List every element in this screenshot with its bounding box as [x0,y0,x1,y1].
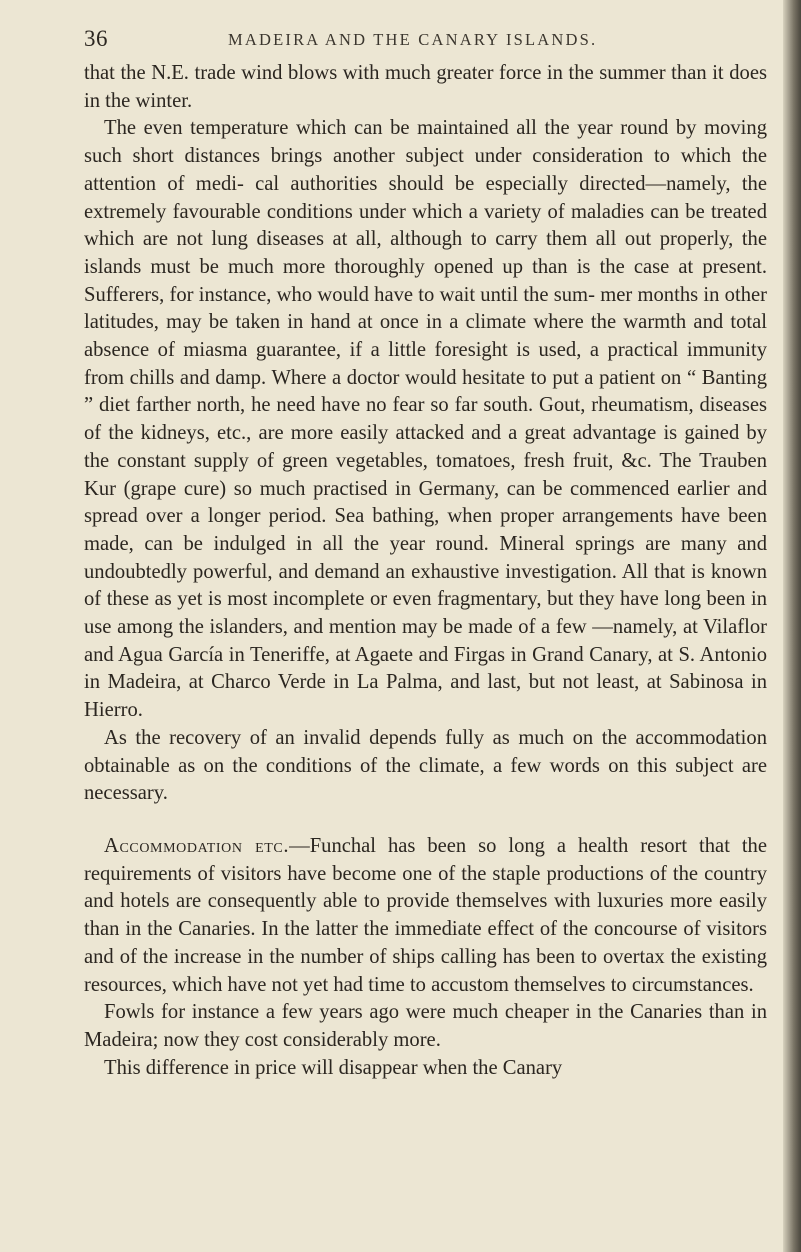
paragraph-medical-conditions: The even temperature which can be maintained all the year round by moving such short distances brings another subject under consideration to which the attention of medi- cal authorities should be especially directed—namely, the extremely favourable conditions under which a variety of maladies can be treated which are not lung diseases at all, although to carry them all out properly, the islands must be much more thoroughly opened up than is the case at present. Sufferers, for instance, who would have to wait until the sum- mer months in other latitudes, may be taken in hand at once in a climate where the warmth and total absence of miasma guarantee, if a little foresight is used, a practical immunity from chills and damp. Where a doctor would hesitate to put a patient on “ Banting ” diet farther north, he need have no fear so far south. Gout, rheumatism, diseases of the kidneys, etc., are more easily attacked and a great advantage is gained by the constant supply of green vegetables, tomatoes, fresh fruit, &c. The Trauben Kur (grape cure) so much practised in Germany, can be commenced earlier and spread over a longer period. Sea bathing, when proper arrangements have been made, can be indulged in all the year round. Mineral springs are many and undoubtedly powerful, and demand an exhaustive investigation. All that is known of these as yet is most incomplete or even fragmentary, but they have long been in use among the islanders, and mention may be made of a few —namely, at Vilaflor and Agua García in Teneriffe, at Agaete and Firgas in Grand Canary, at S. Antonio in Madeira, at Charco Verde in La Palma, and last, but not least, at Sabinosa in Hierro. [84,117,767,722]
body-text [84,60,767,1082]
paragraph-fowls: Fowls for instance a few years ago were much cheaper in the Canaries than in Madeira; now they cost considerably more. [84,1001,767,1051]
paragraph-recovery: As the recovery of an invalid depends fully as much on the accommodation obtainable as on the conditions of the climate, a few words on this subject are necessary. [84,726,767,805]
running-head: MADEIRA AND THE CANARY ISLANDS. [228,30,598,49]
paragraph-price-difference: This difference in price will disappear when the Canary [104,1056,563,1079]
section-accommodation [84,833,767,999]
paragraph-continuation: that the N.E. trade wind blows with much greater force in the summer than it does in the winter. [84,62,767,112]
page-number: 36 [84,26,108,51]
section-text: —Funchal has been so long a health resort that the requirements of visitors have become one of the staple productions of the country and hotels are consequently able to provide themselves with luxuries more easily than in the Canaries. In the latter the immediate effect of the concourse of visitors and of the increase in the number of ships calling has been to overtax the existing resources, which have not yet had time to accustom themselves to circumstances. [84,834,767,996]
page-edge [783,0,801,1252]
section-heading: Accommodation etc. [104,834,290,857]
